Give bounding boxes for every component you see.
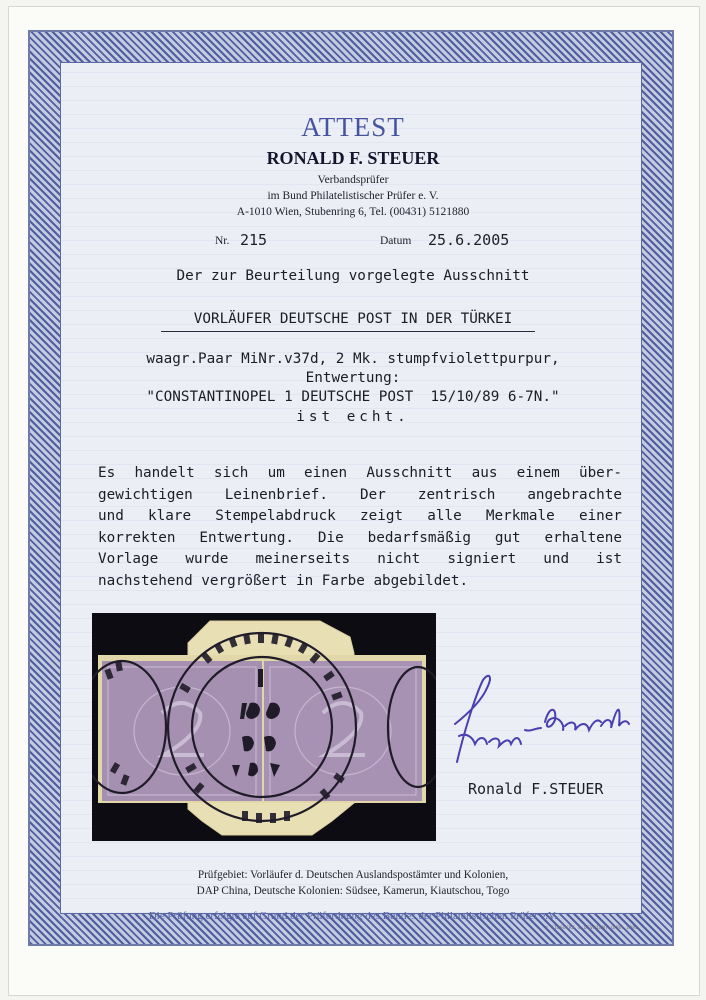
footer-scope-line-1: Prüfgebiet: Vorläufer d. Deutschen Auslandspostämter und Kolonien, <box>197 869 509 881</box>
footer-scope-line-2: DAP China, Deutsche Kolonien: Südsee, Kamerun, Kiautschou, Togo <box>196 885 510 897</box>
signatory-name: Ronald F.STEUER <box>468 780 604 798</box>
signature-image <box>445 666 635 766</box>
handwritten-signature <box>445 666 635 766</box>
paragraph-line: Es handelt sich um einen Ausschnitt aus einem über- <box>98 465 622 481</box>
date-label: Datum <box>380 235 412 247</box>
date-value: 25.6.2005 <box>428 231 510 249</box>
subject-line: VORLÄUFER DEUTSCHE POST IN DER TÜRKEI <box>193 311 513 327</box>
examiner-address: A-1010 Wien, Stubenring 6, Tel. (00431) 5121880 <box>236 206 470 218</box>
number-value: 215 <box>240 231 268 249</box>
verdict-line: ist echt. <box>296 409 410 425</box>
description-paragraph <box>98 463 622 593</box>
number-label: Nr. <box>215 235 230 247</box>
footer-legal-note: Die Prüfung erfolgte auf Grund der Prüfordnung des Bundes der Philatelistischen Prüfer e.V. <box>148 910 558 922</box>
stamp-photo <box>92 613 436 841</box>
printer-copyright: © GIESECKE & DEVRIENT GMBH 1992 <box>545 926 639 931</box>
paragraph-line: gewichtigen Leinenbrief. Der zentrisch angebrachte <box>98 486 622 503</box>
stamp-pair-image <box>92 613 436 841</box>
description-line-1: waagr.Paar MiNr.v37d, 2 Mk. stumpfviolettpurpur, <box>146 351 560 367</box>
paragraph-line: und klare Stempelabdruck zeigt alle Merkmale einer <box>98 508 622 525</box>
examiner-role: Verbandsprüfer <box>317 174 389 186</box>
subject-underline <box>161 331 535 332</box>
paragraph-line: korrekten Entwertung. Die bedarfsmäßig gut erhaltene <box>98 529 622 546</box>
certificate-title: ATTEST <box>301 112 405 142</box>
description-line-2: Entwertung: <box>305 370 401 386</box>
paragraph-line: nachstehend vergrößert in Farbe abgebildet. <box>98 572 469 589</box>
intro-line: Der zur Beurteilung vorgelegte Ausschnitt <box>176 268 530 284</box>
examiner-name: RONALD F. STEUER <box>266 148 440 168</box>
description-line-3: "CONSTANTINOPEL 1 DEUTSCHE POST 15/10/89 6-7N." <box>146 389 560 405</box>
paragraph-line: Vorlage wurde meinerseits nicht signiert und ist <box>98 551 622 568</box>
examiner-association: im Bund Philatelistischer Prüfer e. V. <box>267 190 439 202</box>
